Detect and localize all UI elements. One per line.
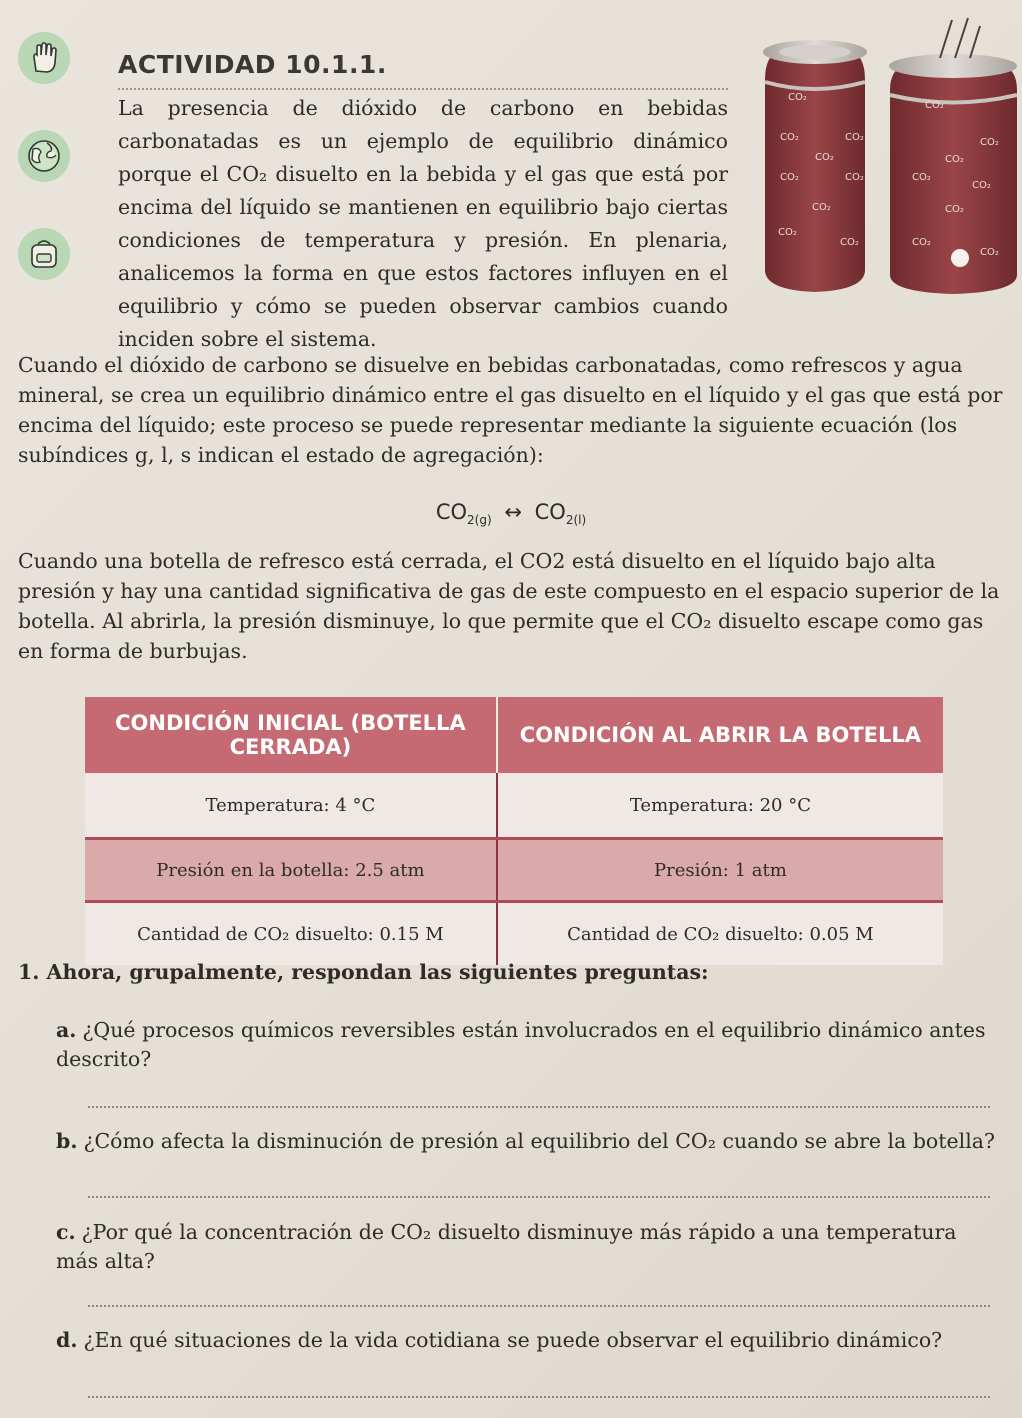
- equation-right: CO: [534, 500, 566, 524]
- conditions-table: [85, 697, 943, 965]
- table-row: [85, 902, 943, 966]
- globe-icon: [18, 130, 70, 182]
- question-letter: c.: [56, 1220, 76, 1244]
- co2-label: CO₂: [780, 172, 799, 183]
- equation-right-sub: 2(l): [565, 513, 587, 528]
- co2-label: CO₂: [815, 152, 834, 163]
- co2-label: CO₂: [788, 92, 807, 103]
- table-row: [85, 773, 943, 839]
- questions-lead: 1. Ahora, grupalmente, respondan las siguientes preguntas:: [18, 960, 709, 984]
- co2-label: CO₂: [980, 137, 999, 148]
- question-text: ¿Cómo afecta la disminución de presión al equilibrio del CO₂ cuando se abre la botella?: [83, 1129, 995, 1153]
- table-cell: Temperatura: 4 °C: [85, 773, 497, 839]
- title-divider: [118, 88, 728, 90]
- intro-paragraph: La presencia de dióxido de carbono en bebidas carbonatadas es un ejemplo de equilibrio dinámico porque el CO₂ disuelto en la bebida y el gas que está por encima del líquido se mantienen en equilibrio bajo ciertas condiciones de temperatura y presión. En plenaria, analicemos la forma en que estos factores influyen en el equilibrio y cómo se pueden observar cambios cuando inciden sobre el sistema.: [118, 96, 728, 351]
- co2-label: CO₂: [840, 237, 859, 248]
- question-a: [56, 1016, 996, 1074]
- co2-label: CO₂: [845, 132, 864, 143]
- co2-label: CO₂: [972, 180, 991, 191]
- question-text: ¿Qué procesos químicos reversibles están involucrados en el equilibrio dinámico antes descrito?: [56, 1018, 986, 1071]
- table-row: [85, 839, 943, 902]
- co2-label: CO₂: [845, 172, 864, 183]
- answer-line-d[interactable]: [88, 1396, 990, 1398]
- equation-left-sub: 2(g): [467, 513, 492, 528]
- co2-label: CO₂: [780, 132, 799, 143]
- co2-label: CO₂: [912, 237, 931, 248]
- co2-label: CO₂: [945, 154, 964, 165]
- equilibrium-equation: [0, 500, 1022, 527]
- co2-label: CO₂: [778, 227, 797, 238]
- paragraph-dissolution: Cuando el dióxido de carbono se disuelve en bebidas carbonatadas, como refrescos y agua mineral, se crea un equilibrio dinámico entre el gas disuelto en el líquido y el gas que está por encima del líquido; este proceso se puede representar mediante la siguiente ecuación (los subíndices g, l, s indican el estado de agregación):: [18, 353, 1003, 467]
- question-d: [56, 1326, 996, 1355]
- answer-line-a[interactable]: [88, 1106, 990, 1108]
- paragraph-bottle: Cuando una botella de refresco está cerrada, el CO2 está disuelto en el líquido bajo alta presión y hay una cantidad significativa de gas de este compuesto en el espacio superior de la botella. Al abrirla, la presión disminuye, lo que permite que el CO₂ disuelto escape como gas en forma de burbujas.: [18, 549, 1000, 663]
- co2-label: CO₂: [980, 247, 999, 258]
- soda-cans-illustration: [740, 0, 1022, 300]
- co2-label: CO₂: [925, 100, 944, 111]
- equation-arrow: ↔: [504, 500, 522, 524]
- co2-label: CO₂: [812, 202, 831, 213]
- activity-title: ACTIVIDAD 10.1.1.: [118, 50, 387, 79]
- raised-hand-icon: [18, 32, 70, 84]
- question-text: ¿En qué situaciones de la vida cotidiana se puede observar el equilibrio dinámico?: [83, 1328, 943, 1352]
- question-c: [56, 1218, 996, 1276]
- question-letter: a.: [56, 1018, 77, 1042]
- answer-line-c[interactable]: [88, 1305, 990, 1307]
- table-header: CONDICIÓN AL ABRIR LA BOTELLA: [497, 697, 943, 773]
- question-letter: d.: [56, 1328, 78, 1352]
- backpack-icon: [18, 228, 70, 280]
- co2-label: CO₂: [912, 172, 931, 183]
- question-text: ¿Por qué la concentración de CO₂ disuelto disminuye más rápido a una temperatura más alta?: [56, 1220, 957, 1273]
- table-cell: Cantidad de CO₂ disuelto: 0.15 M: [85, 902, 497, 966]
- table-cell: Cantidad de CO₂ disuelto: 0.05 M: [497, 902, 943, 966]
- question-letter: b.: [56, 1129, 78, 1153]
- co2-label: CO₂: [945, 204, 964, 215]
- table-cell: Presión en la botella: 2.5 atm: [85, 839, 497, 902]
- table-header: CONDICIÓN INICIAL (BOTELLA CERRADA): [85, 697, 497, 773]
- answer-line-b[interactable]: [88, 1196, 990, 1198]
- equation-left: CO: [435, 500, 468, 524]
- question-b: [56, 1127, 996, 1156]
- table-cell: Presión: 1 atm: [497, 839, 943, 902]
- table-cell: Temperatura: 20 °C: [497, 773, 943, 839]
